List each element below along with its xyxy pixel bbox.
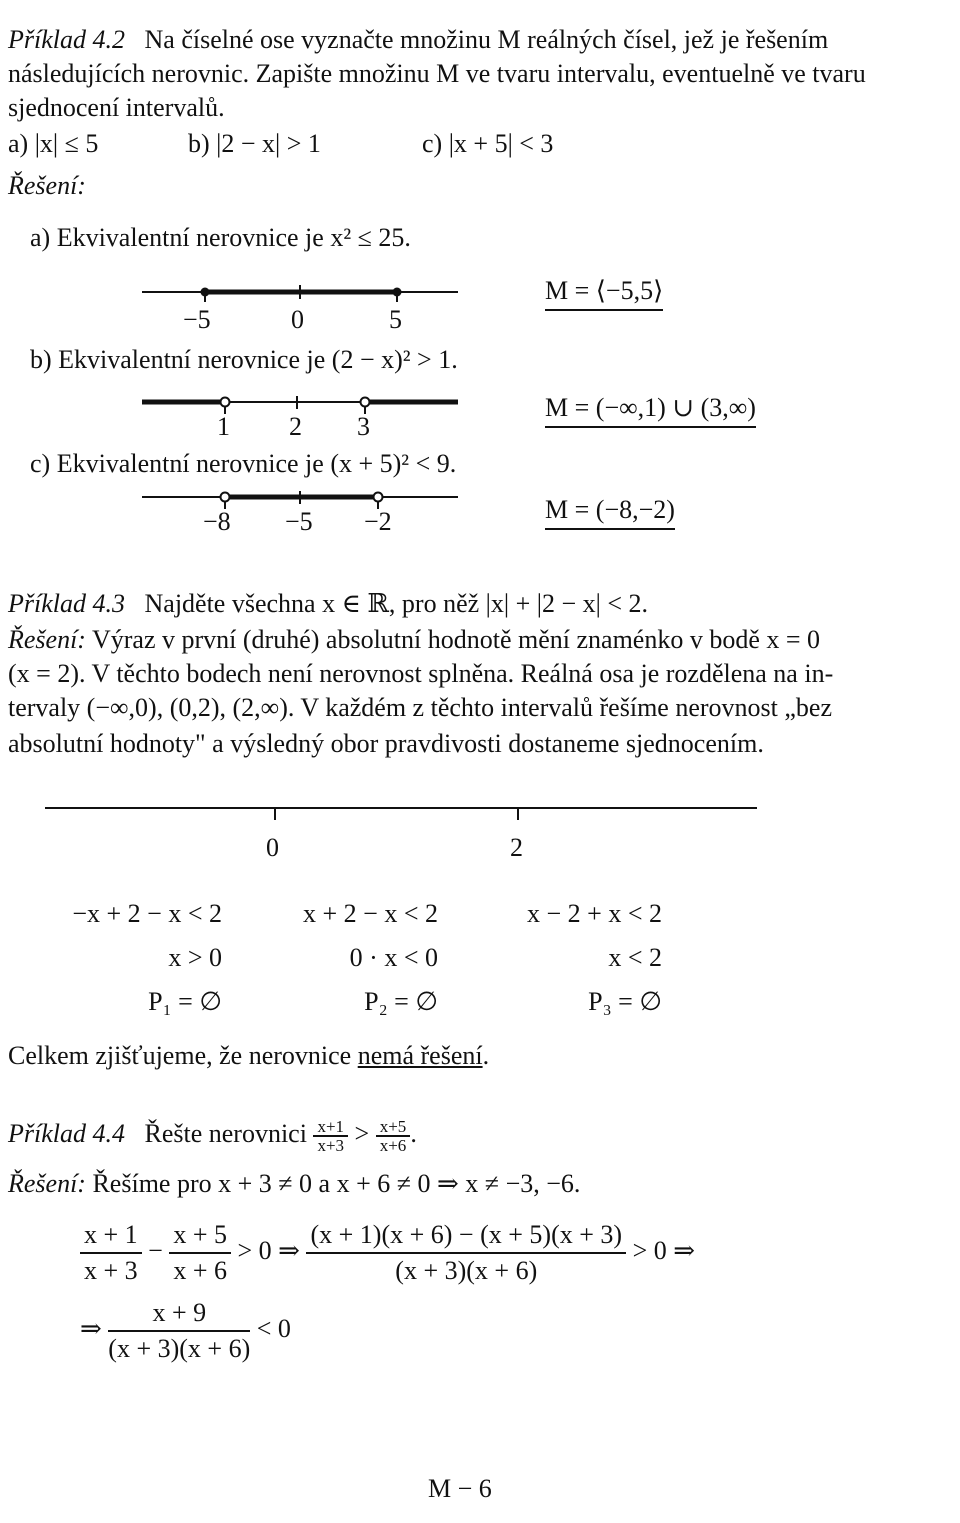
numerator: x+5 [376,1118,411,1137]
page-number: M − 6 [428,1474,492,1503]
numerator: x + 9 [108,1296,250,1332]
denominator: (x + 3)(x + 6) [395,1256,538,1285]
example-4-3-heading [8,588,648,620]
set-result-a: M = ⟨−5,5⟩ [545,275,663,311]
column-line: 0 · x < 0 [349,943,438,972]
operator: > [354,1119,370,1148]
fraction [306,1218,626,1288]
column-line: P₂ = ∅ [364,987,438,1016]
column-line: P₁ = ∅ [148,987,222,1016]
interval-column-1 [42,892,222,1024]
solution-line-3: tervaly (−∞,0), (0,2), (2,∞). V každém z těchto intervalů řešíme nerovnost „bez [8,693,832,722]
fraction [80,1218,142,1288]
task-text: Najděte všechna x ∈ ℝ, pro něž |x| + |2 − x| < 2. [144,589,648,618]
conclusion-period: . [482,1041,490,1070]
solution-b-text: b) Ekvivalentní nerovnice je (2 − x)² > 1. [30,345,458,374]
numerator: x + 1 [80,1218,142,1254]
subtask-c: c) |x + 5| < 3 [422,129,554,158]
operator: ⇒ [80,1313,102,1343]
tick-label: 5 [389,305,402,334]
example-label: Příklad 4.3 [8,589,125,618]
tick-label: 0 [291,305,304,334]
denominator: x+6 [379,1136,407,1156]
denominator: x+3 [317,1136,345,1156]
conclusion [8,1040,489,1072]
denominator: (x + 3)(x + 6) [108,1334,251,1363]
tick-label: 3 [357,412,370,441]
numerator: (x + 1)(x + 6) − (x + 5)(x + 3) [306,1218,626,1254]
example-label: Příklad 4.2 [8,25,125,54]
subtask-b: b) |2 − x| > 1 [188,129,321,158]
solution-label: Řešení: [8,625,86,654]
task-text-line-3: sjednocení intervalů. [8,93,225,122]
solution-text: Výraz v první (druhé) absolutní hodnotě mění znaménko v bodě x = 0 [92,625,821,654]
tick-label: 1 [217,412,230,441]
axis-tick-label-2: 2 [510,833,523,862]
conclusion-text: Celkem zjišťujeme, že nerovnice [8,1041,358,1070]
tick-label: 2 [289,412,302,441]
example-label: Příklad 4.4 [8,1119,125,1148]
denominator: x + 3 [84,1256,138,1285]
numerator: x+1 [313,1118,348,1137]
open-endpoint-circle [221,398,230,407]
interval-column-3 [482,892,662,1024]
tick-label: −8 [203,507,231,536]
operator: < 0 [256,1313,291,1343]
solution-label: Řešení: [8,171,86,200]
solution-line-2: (x = 2). V těchto bodech není nerovnost splněna. Reálná osa je rozdělena na in- [8,659,834,688]
fraction [169,1218,231,1288]
period: . [410,1119,417,1148]
solution-a-text: a) Ekvivalentní nerovnice je x² ≤ 25. [30,223,411,252]
solution-line [8,1168,580,1200]
denominator: x + 6 [173,1256,228,1285]
open-endpoint-circle [361,398,370,407]
task-text: Řešte nerovnici [144,1119,307,1148]
solution-label: Řešení: [8,1169,86,1198]
column-line: x < 2 [608,943,662,972]
solution-line-1 [8,624,820,656]
column-line: P₃ = ∅ [588,987,662,1016]
subtask-a: a) |x| ≤ 5 [8,129,99,158]
task-text: Na číselné ose vyznačte množinu M reálných čísel, jež je řešením [144,25,829,54]
tick-label: −2 [364,507,392,536]
column-line: −x + 2 − x < 2 [72,899,222,928]
set-result-b: M = (−∞,1) ∪ (3,∞) [545,392,756,428]
task-text-line-2: následujících nerovnic. Zapište množinu M ve tvaru intervalu, eventuelně ve tvaru [8,59,866,88]
example-4-4-heading [8,1118,417,1154]
equation-row-1 [80,1218,695,1288]
axis-tick-label-0: 0 [266,833,279,862]
open-endpoint-circle [374,493,383,502]
solution-line-4: absolutní hodnoty" a výsledný obor pravdivosti dostaneme sjednocením. [8,729,764,758]
operator: > 0 ⇒ [237,1235,300,1265]
fraction [313,1118,348,1154]
open-endpoint-circle [221,493,230,502]
tick-label: −5 [183,305,211,334]
solution-text: Řešíme pro x + 3 ≠ 0 a x + 6 ≠ 0 ⇒ x ≠ −3, −6. [92,1169,581,1198]
numerator: x + 5 [169,1218,231,1254]
column-line: x > 0 [168,943,222,972]
fraction [376,1118,411,1154]
equation-row-2 [80,1296,291,1366]
conclusion-emphasis: nemá řešení [357,1041,483,1070]
operator: − [148,1235,163,1265]
operator: > 0 ⇒ [632,1235,696,1265]
column-line: x + 2 − x < 2 [303,899,438,928]
column-line: x − 2 + x < 2 [527,899,662,928]
solution-c-text: c) Ekvivalentní nerovnice je (x + 5)² < 9. [30,449,457,478]
interval-column-2 [258,892,438,1024]
set-result-c: M = (−8,−2) [545,494,675,530]
tick-label: −5 [285,507,313,536]
fraction [108,1296,250,1366]
